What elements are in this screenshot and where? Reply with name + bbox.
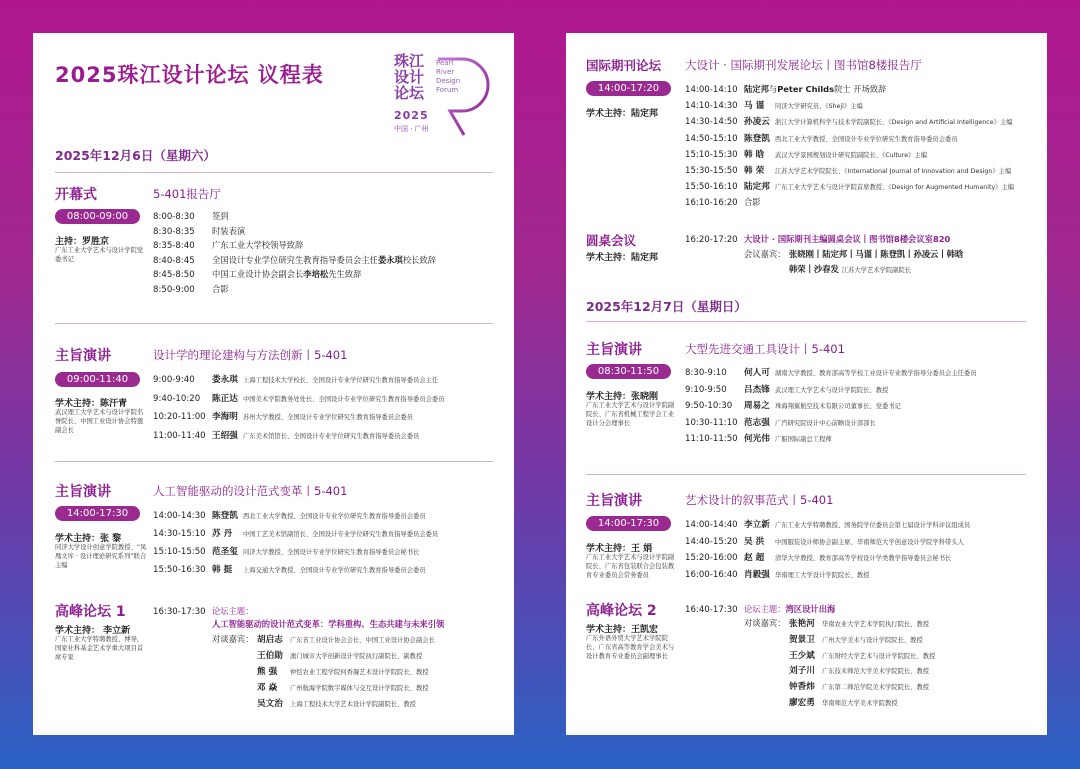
keynote3-label: 主旨演讲 [586, 342, 642, 358]
roundtable-guests-2: 韩荣丨沙春发 江苏大学艺术学院副院长 [789, 264, 912, 274]
schedule-row: 14:30-14:50 孙凌云 浙江大学计算机科学与技术学院副院长、《Design and Artificial Intelligence》主编 [685, 117, 1013, 128]
summit1-host-desc: 广东工业大学特聘教授、博导，国家社科基金艺术学重大项目首席专家 [55, 636, 144, 661]
schedule-row: 8:00-8:30 签到 [153, 211, 229, 222]
guest-row: 刘子川 广东技术师范大学美术学院院长、教授 [789, 666, 930, 677]
schedule-row: 15:10-15:30 韩 晗 武汉大学景园规划设计研究院副院长、《Culture》主编 [685, 149, 928, 160]
summit2-topic-row: 16:40-17:30 论坛主题： 湾区设计出海 [685, 604, 836, 615]
keynote4-label: 主旨演讲 [586, 493, 642, 509]
keynote1-time-badge: 09:00-11:40 [55, 372, 140, 387]
guest-row: 熊 强 仲恺农业工程学院何香凝艺术设计学院院长、教授 [257, 667, 429, 677]
schedule-row: 9:50-10:30 周易之 珠海翔翼航空技术有限公司董事长、党委书记 [685, 401, 901, 411]
agenda-page-left [33, 33, 514, 735]
day-heading: 2025年12月6日（星期六） [55, 148, 216, 163]
roundtable-guests: 会议嘉宾： 张晓刚丨陆定邦丨马谨丨陈登凯丨孙凌云丨韩晗 [744, 249, 964, 259]
keynote4-host-desc: 广东工业大学艺术与设计学院副院长、广东省包装联合会包装教育专业委员会常务委员 [586, 554, 675, 579]
guest-row: 王少斌 广东财经大学艺术与设计学院院长、教授 [789, 650, 936, 661]
summit1-guests [153, 633, 493, 713]
summit1-topic-row: 16:30-17:30 论坛主题： [153, 606, 254, 617]
keynote1-host: 学术主持：陈汗青 [55, 399, 128, 409]
summit2-guests [685, 617, 1035, 712]
divider [586, 321, 1026, 322]
schedule-row: 8:30-8:35 时装表演 [153, 225, 246, 237]
schedule-row: 14:00-14:30 陈登凯 西北工业大学教授、全国设计专业学位研究生教育指导委员会委员 [153, 511, 426, 521]
schedule-row: 16:00-16:40 肖毅强 华南理工大学设计学院院长、教授 [685, 569, 870, 580]
schedule-row: 11:00-11:40 王绍强 广东美术馆馆长、全国设计专业学位研究生教育指导委员会委员 [153, 430, 420, 441]
keynote2-host-desc: 同济大学设计创意学院教授、“凤凰文库 · 设计理论研究系列”联合主编 [55, 544, 147, 569]
schedule-row: 8:45-8:50 中国工业设计协会副会长 李培松 先生致辞 [153, 269, 362, 280]
divider [55, 461, 493, 462]
schedule-row: 14:00-14:10 陆定邦 与 Peter Childs 院士 开场致辞 [685, 84, 887, 95]
schedule-row: 15:20-16:00 赵 超 清华大学教授、教育部高等学校设计学类教学指导委员会秘书长 [685, 553, 952, 563]
keynote3-time-badge: 08:30-11:50 [586, 364, 671, 379]
logo-en: Pearl River Design Forum [436, 59, 461, 94]
schedule-row: 9:00-9:40 娄永琪 上海工程技术大学校长、全国设计专业学位研究生教育指导委员会主任 [153, 375, 439, 385]
schedule-row: 14:50-15:10 陈登凯 西北工业大学教授、全国设计专业学位研究生教育指导委员会委员 [685, 133, 958, 144]
opening-schedule [153, 210, 493, 297]
roundtable-host: 学术主持：陆定邦 [586, 253, 659, 263]
schedule-row: 10:30-11:10 范志强 广汽研究院设计中心前瞻设计部部长 [685, 417, 876, 428]
opening-label: 开幕式 [55, 187, 97, 203]
keynote2-host: 学术主持：张 黎 [55, 534, 122, 544]
keynote2-time-badge: 14:00-17:30 [55, 506, 140, 521]
schedule-row: 15:30-15:50 韩 荣 江苏大学艺术学院院长、《International Journal of Innovation and Design》主编 [685, 165, 1012, 176]
schedule-row: 15:10-15:50 范圣玺 同济大学教授、全国设计专业学位研究生教育指导委员会秘书长 [153, 547, 420, 557]
guest-row: 对谈嘉宾： 胡启志 广东省工业设计协会会长、中国工业设计协会副会长 [212, 634, 435, 645]
logo-city: 中国 · 广州 [394, 125, 429, 133]
schedule-row: 14:40-15:20 吴 洪 中国服装设计师协会副主席、华南师范大学创意设计学院学科带头人 [685, 536, 964, 547]
schedule-row: 15:50-16:30 韩 挺 上海交通大学教授、全国设计专业学位研究生教育指导委员会委员 [153, 565, 426, 575]
schedule-row: 16:10-16:20 合影 [685, 197, 761, 209]
keynote3-topic: 大型先进交通工具设计丨5-401 [685, 342, 845, 356]
divider [55, 172, 493, 173]
keynote2-schedule [153, 509, 493, 581]
schedule-row: 8:40-8:45 全国设计专业学位研究生教育指导委员会主任 娄永琪 校长致辞 [153, 254, 437, 266]
summit2-host: 学术主持：王凯宏 [586, 625, 659, 635]
keynote3-host-desc: 广东工业大学艺术与设计学院副院长、广东省机械工程学会工业设计分会理事长 [586, 402, 675, 427]
summit2-label: 高峰论坛 2 [586, 603, 657, 619]
opening-venue: 5-401报告厅 [153, 187, 221, 201]
summit2-host-desc: 广东外语外贸大学艺术学院院长、广东省高等教育学会美术与设计教育专业委员会副理事长 [586, 635, 675, 660]
schedule-row: 8:30-9:10 何人可 湖南大学教授、教育部高等学校工业设计专业教学指导分委员会主任委员 [685, 368, 977, 378]
opening-time-badge: 08:00-09:00 [55, 209, 140, 224]
keynote2-label: 主旨演讲 [55, 484, 111, 500]
keynote1-schedule [153, 373, 493, 447]
keynote3-host: 学术主持：张晓刚 [586, 392, 659, 402]
summit1-host: 学术主持： 李立新 [55, 626, 131, 636]
summit2-schedule [685, 603, 1035, 712]
keynote1-label: 主旨演讲 [55, 348, 111, 364]
schedule-row: 8:50-9:00 合影 [153, 283, 229, 295]
schedule-row: 10:20-11:00 李海明 苏州大学教授、全国设计专业学位研究生教育指导委员会委员 [153, 412, 414, 422]
divider [586, 474, 1026, 475]
schedule-row: 14:00-14:40 李立新 广东工业大学特聘教授、国务院学位委员会第七届设计学科评议组成员 [685, 520, 971, 530]
guest-row: 贺景卫 广州大学美术与设计学院院长、教授 [789, 634, 923, 645]
keynote1-host-desc: 武汉理工大学艺术与设计学院名誉院长、中国工业设计协会特邀副会长 [55, 409, 144, 434]
roundtable-label: 圆桌会议 [586, 233, 637, 248]
roundtable-schedule [685, 233, 1035, 278]
journal-label: 国际期刊论坛 [586, 58, 662, 73]
guest-row: 钟香炜 广东第二师范学院美术学院院长、教授 [789, 682, 930, 693]
journal-schedule [685, 83, 1035, 213]
schedule-row: 15:50-16:10 陆定邦 广东工业大学艺术与设计学院首席教授、《Design for Augmented Humanity》主编 [685, 182, 1015, 193]
keynote2-topic: 人工智能驱动的设计范式变革丨5-401 [153, 484, 348, 498]
opening-host-desc: 广东工业大学艺术与设计学院党委书记 [55, 247, 144, 263]
guest-row: 廖宏勇 华南师范大学美术学院教授 [789, 697, 898, 708]
guest-row: 吴文治 上海工程技术大学艺术设计学院副院长、教授 [257, 699, 416, 709]
guest-row: 邓 焱 广州航海学院数字媒体与交互设计学院院长、教授 [257, 683, 429, 693]
guest-row: 对谈嘉宾： 张艳河 华南农业大学艺术学院执行院长、教授 [744, 618, 930, 629]
keynote1-topic: 设计学的理论建构与方法创新丨5-401 [153, 348, 348, 362]
keynote4-time-badge: 14:00-17:30 [586, 516, 671, 531]
agenda-page-right [566, 33, 1047, 735]
schedule-row: 9:40-10:20 陈正达 中国美术学院教务处处长、全国设计专业学位研究生教育指导委员会委员 [153, 393, 445, 404]
summit1-topic: 人工智能驱动的设计范式变革：学科重构、生态共建与未来引领 [212, 619, 445, 629]
opening-host: 主持：罗胜京 [55, 237, 110, 247]
keynote4-schedule [685, 518, 1035, 584]
keynote4-topic: 艺术设计的叙事范式丨5-401 [685, 493, 834, 507]
schedule-row: 14:30-15:10 苏 丹 中国工艺美术馆副馆长、全国设计专业学位研究生教育指导委员会委员 [153, 529, 439, 539]
guest-row: 王伯勋 澳门城市大学创新设计学院执行副院长、副教授 [257, 651, 423, 661]
keynote3-schedule [685, 366, 1035, 449]
summit1-schedule [153, 605, 493, 713]
divider [55, 323, 493, 324]
roundtable-topic-row: 16:20-17:20 大设计 · 国际期刊主编圆桌会议丨图书馆8楼会议室820 [685, 234, 951, 245]
forum-logo [394, 53, 500, 143]
journal-topic: 大设计 · 国际期刊发展论坛丨图书馆8楼报告厅 [685, 58, 922, 72]
schedule-row: 14:10-14:30 马 谨 同济大学研究员、《Shejì》主编 [685, 101, 863, 112]
schedule-row: 9:10-9:50 吕杰锋 武汉理工大学艺术与设计学院院长、教授 [685, 384, 889, 395]
journal-host: 学术主持：陆定邦 [586, 109, 659, 119]
day-heading: 2025年12月7日（星期日） [586, 299, 747, 314]
page-title: 2025珠江设计论坛 议程表 [55, 63, 324, 87]
keynote4-host: 学术主持：王 娟 [586, 544, 653, 554]
journal-time-badge: 14:00-17:20 [586, 81, 671, 96]
schedule-row: 8:35-8:40 广东工业大学校领导致辞 [153, 240, 304, 251]
summit1-label: 高峰论坛 1 [55, 604, 126, 620]
logo-cn: 珠江 设计 论坛 [394, 52, 425, 102]
schedule-row: 11:10-11:50 何光伟 广船国际副总工程师 [685, 434, 832, 444]
logo-year: 2025 [394, 109, 429, 122]
